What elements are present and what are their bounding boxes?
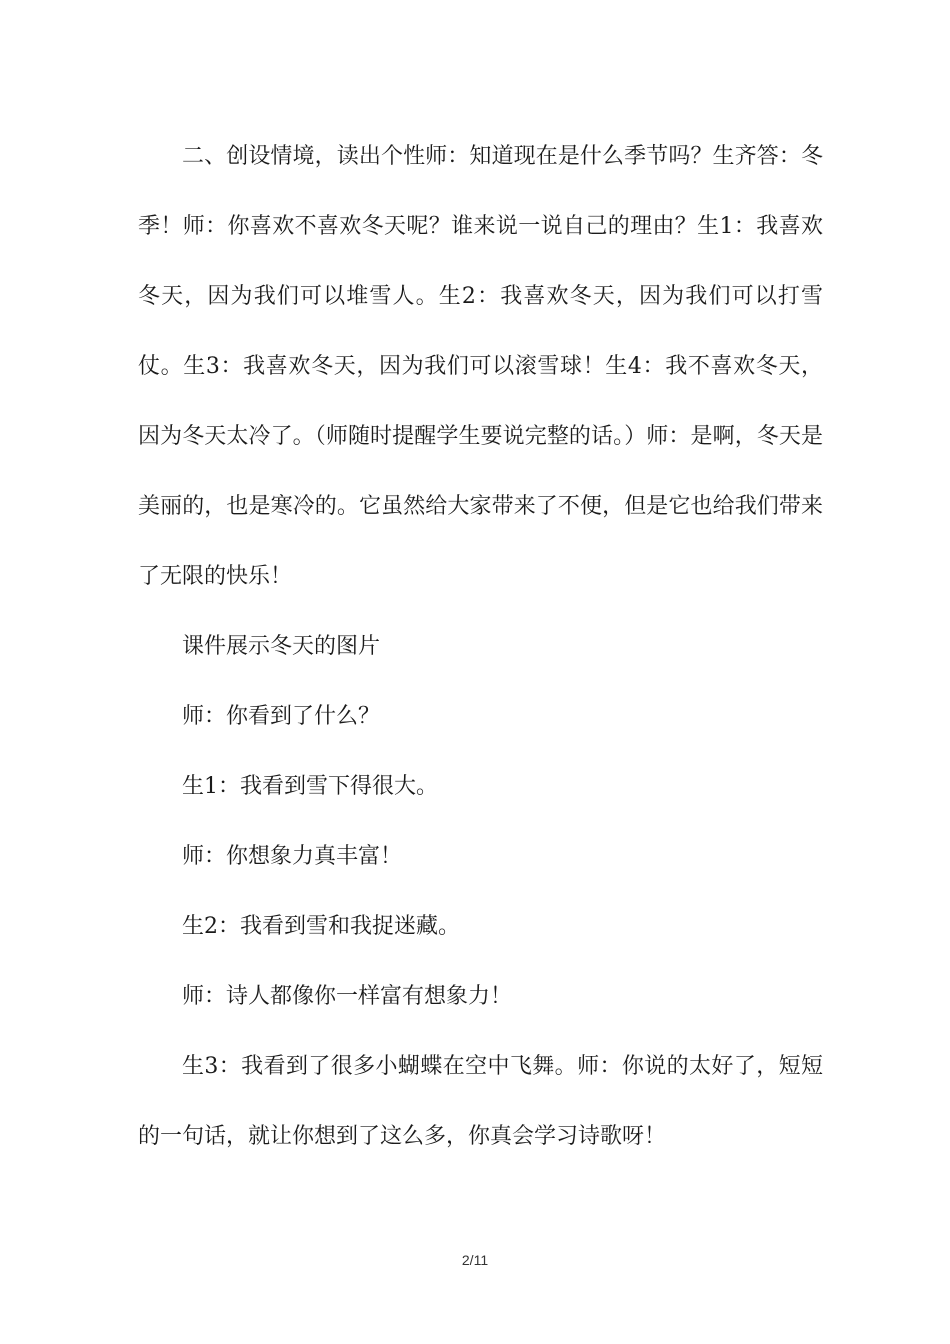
paragraph-slide-note: 课件展示冬天的图片 bbox=[182, 634, 381, 659]
paragraph-teacher-praise-1: 师：你想象力真丰富！ bbox=[182, 844, 403, 869]
paragraph-student-2: 生2：我看到雪和我捉迷藏。 bbox=[182, 914, 460, 939]
paragraph-student-1: 生1：我看到雪下得很大。 bbox=[182, 774, 438, 799]
paragraph-dialogue-intro: 二、创设情境，读出个性师：知道现在是什么季节吗？生齐答：冬季！师：你喜欢不喜欢冬天呢？谁来说一说自己的理由？生1：我喜欢冬天，因为我们可以堆雪人。生2：我喜欢冬天，因为我们可以打雪仗。生3：我喜欢冬天，因为我们可以滚雪球！生4：我不喜欢冬天，因为冬天太冷了。（师随时提醒学生要说完整的话。）师：是啊，冬天是美丽的，也是寒冷的。它虽然给大家带来了不便，但是它也给我们带来了无限的快乐！ bbox=[138, 144, 823, 589]
paragraph-student-3: 生3：我看到了很多小蝴蝶在空中飞舞。师：你说的太好了，短短的一句话，就让你想到了这么多，你真会学习诗歌呀！ bbox=[138, 1054, 823, 1149]
page-number: 2/11 bbox=[461, 1252, 489, 1268]
paragraph-teacher-praise-2: 师：诗人都像你一样富有想象力！ bbox=[182, 984, 513, 1009]
document-body bbox=[138, 122, 823, 1172]
paragraph-teacher-question: 师：你看到了什么？ bbox=[182, 704, 381, 729]
